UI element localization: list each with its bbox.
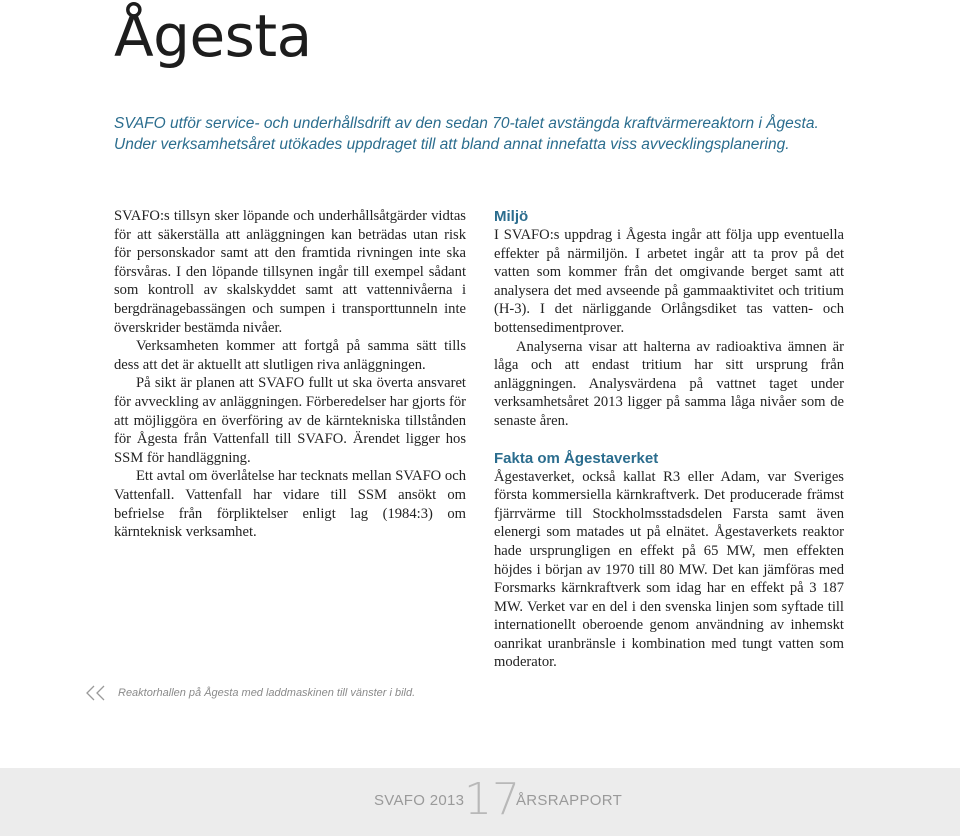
- page-title: Ågesta: [114, 2, 312, 70]
- body-paragraph: SVAFO:s tillsyn sker löpande och underhållsåtgärder vidtas för att säkerställa att anläggningen kan beträdas utan risk för personskador samt att den framtida rivningen inte ska försvåras. I den löpande tillsynen ingår till exempel sådant som kontroll av skalskyddet samt att vattennivåerna i bergdränagebassängen och sumpen i transporttunneln inte överskrider bestämda nivåer.: [114, 208, 466, 336]
- body-paragraph: Ågestaverket, också kallat R3 eller Adam, var Sveriges första kommersiella kärnkraftverk. Det producerade främst fjärrvärme till Stockholmsstadsdelen Farsta samt även elenergi som matades ut på elnätet. Ågestaverkets reaktor hade ursprungligen en effekt på 65 MW, men effekten höjdes i början av 1970 till 80 MW. Det kan jämföras med Forsmarks kärnkraftverk som idag har en effekt på 3 187 MW. Verket var en del i den svenska linjen som syftade till internationellt oberoende genom användning av inhemskt oanrikat uranbränsle i kombination med tungt vatten som moderator.: [494, 468, 844, 671]
- image-caption: [84, 684, 415, 702]
- caption-text: Reaktorhallen på Ågesta med laddmaskinen till vänster i bild.: [118, 687, 416, 699]
- lead-paragraph: [114, 113, 934, 155]
- body-paragraph: Analyserna visar att halterna av radioaktiva ämnen är låga och att endast tritium har sitt ursprung från anläggningen. Analysvärdena på vattnet taget under verksamhetsåret 2013 ligger på samma låga nivåer som de senaste åren.: [494, 338, 844, 429]
- body-paragraph: På sikt är planen att SVAFO fullt ut ska överta ansvaret för avveckling av anläggningen. Förberedelser har gjorts för att möjliggöra en överföring av de kärntekniska tillstånden för Ågesta från Vattenfall till SVAFO. Ärendet ligger hos SSM för handläggning.: [114, 375, 466, 466]
- section-heading-fakta: Fakta om Ågestaverket: [494, 449, 659, 467]
- section-heading-miljo: Miljö: [494, 208, 529, 225]
- body-paragraph: Ett avtal om överlåtelse har tecknats mellan SVAFO och Vattenfall. Vattenfall har vidare till SSM ansökt om befrielse från förpliktelser enligt lag (1984:3) om kärnteknisk verksamhet.: [114, 468, 466, 541]
- page-number: 17: [464, 774, 520, 825]
- footer-brand: SVAFO 2013: [374, 792, 465, 809]
- lead-line-1: SVAFO utför service- och underhållsdrift av den sedan 70-talet avstängda kraftvärmereaktorn i Ågesta.: [114, 115, 819, 132]
- footer-report-label: ÅRSRAPPORT: [516, 792, 623, 809]
- double-chevron-left-icon: [84, 684, 108, 702]
- right-column: [494, 207, 844, 672]
- left-column: [114, 207, 466, 542]
- page-footer: [0, 768, 960, 836]
- body-paragraph: I SVAFO:s uppdrag i Ågesta ingår att följa upp eventuella effekter på närmiljön. I arbetet ingår att ta prov på det vatten som kommer från det omgivande berget samt att analysera det med avseende på gammaaktivitet och tritium (H-3). I det närliggande Orlångsdiket tas vatten- och bottensedimentprover.: [494, 227, 844, 336]
- lead-line-2: Under verksamhetsåret utökades uppdraget till att bland annat innefatta viss avvecklingsplanering.: [114, 136, 790, 153]
- body-paragraph: Verksamheten kommer att fortgå på samma sätt tills dess att det är aktuellt att slutligen riva anläggningen.: [114, 338, 466, 373]
